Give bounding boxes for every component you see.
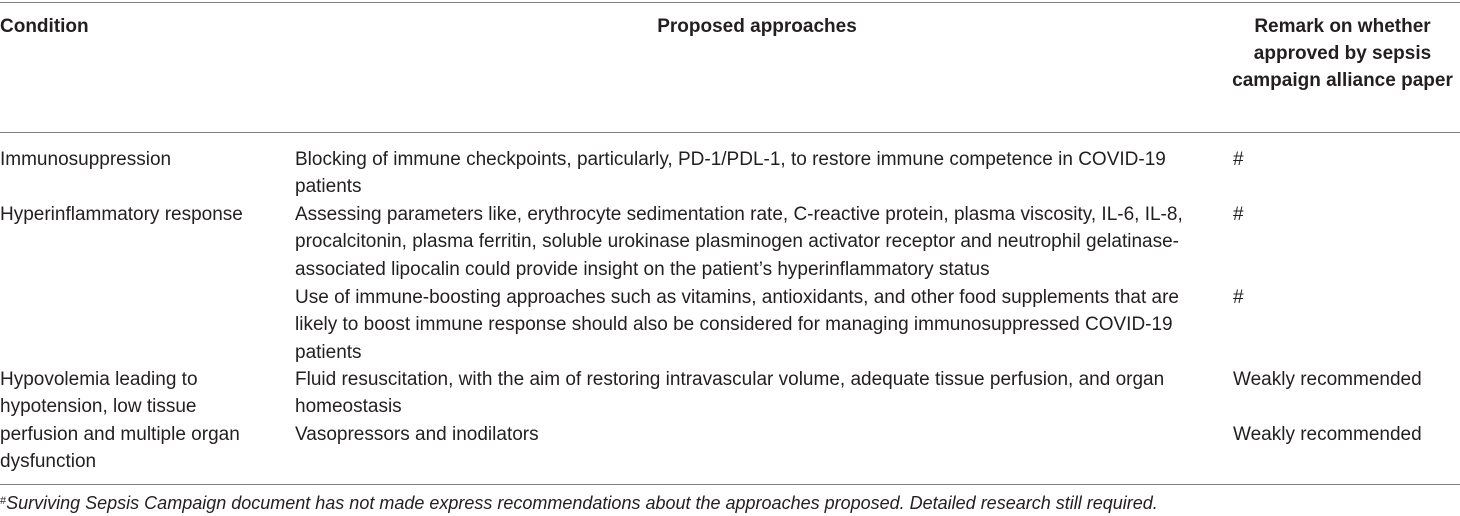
header-bottom-rule [0, 132, 1460, 133]
row-5-approach: Vasopressors and inodilators [295, 424, 539, 445]
header-condition: Condition [0, 16, 89, 37]
row-1-condition: Immunosuppression [0, 149, 172, 170]
table-bottom-rule [0, 484, 1460, 485]
row-1-approach: Blocking of immune checkpoints, particularly, PD-1/PDL-1, to restore immune competence in COVID-19 patients [295, 149, 1166, 198]
header-proposed-approaches: Proposed approaches [657, 16, 857, 37]
row-1-remark: # [1233, 149, 1244, 170]
row-4-approach: Fluid resuscitation, with the aim of restoring intravascular volume, adequate tissue perfusion, and organ homeostasis [295, 369, 1165, 418]
row-2-approach: Assessing parameters like, erythrocyte sedimentation rate, C-reactive protein, plasma viscosity, IL-6, IL-8, procalcitonin, plasma ferritin, soluble urokinase plasminogen activator receptor and neutrophil gelatinase-associated lipocalin could provide insight on the patient’s hyperinflammatory status [295, 204, 1183, 280]
row-3-remark: # [1233, 287, 1244, 308]
row-4-condition: Hypovolemia leading to hypotension, low tissue perfusion and multiple organ dysfunction [0, 369, 240, 472]
row-3-approach: Use of immune-boosting approaches such as vitamins, antioxidants, and other food supplements that are likely to boost immune response should also be considered for managing immunosuppressed COVID-19 patients [295, 287, 1180, 363]
header-remark: Remark on whether approved by sepsis campaign alliance paper [1232, 16, 1453, 91]
footnote-text: Surviving Sepsis Campaign document has not made express recommendations about the approaches proposed. Detailed research still required. [6, 493, 1158, 513]
row-4-remark: Weakly recommended [1233, 369, 1422, 390]
table-top-rule [0, 2, 1460, 3]
footnote-marker: # [0, 495, 7, 507]
row-5-remark: Weakly recommended [1233, 424, 1422, 445]
table-footnote [0, 491, 1158, 515]
row-2-condition: Hyperinflammatory response [0, 204, 243, 225]
row-2-remark: # [1233, 204, 1244, 225]
